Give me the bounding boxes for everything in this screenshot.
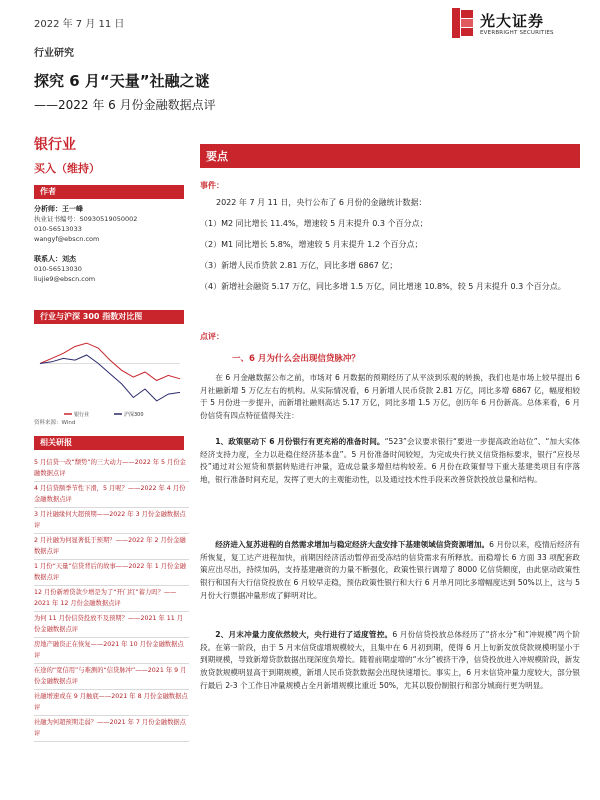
question-heading: 一、6 月为什么会出现信贷脉冲？ (232, 354, 360, 364)
related-report-item[interactable]: 2 月社融为何显著低于预期？——2022 年 2 月份金融数据点评 (34, 534, 189, 560)
event-label: 事件： (200, 181, 224, 190)
chart-series-line-1 (40, 343, 180, 380)
report-title: 探究 6 月“天量”社融之谜 (34, 72, 210, 90)
comment-label: 点评： (200, 332, 224, 341)
license-number: 执业证书编号：S0930519050002 (34, 215, 138, 223)
related-section-header: 相关研报 (34, 436, 184, 450)
paragraph-intro: 在 6 月金融数据公布之前，市场对 6 月数据的预期经历了从平淡到乐观的转换，我们也是市场上较早提出 6 月社融新增 5 万亿左右的机构。从实际情况看，6 月新增人民币贷款 2.81 万亿，同比多增 6867 亿，幅度相较于 5 月份进一步提升，而新增社融则高达 5.17 万亿，同比多增 1.5 万亿，创历年 6 月份新高。总体来看，6 月份信贷有四点特征值得关注： (200, 373, 580, 421)
everbright-logo-icon (452, 8, 474, 38)
report-subtitle: ——2022 年 6 月份金融数据点评 (34, 98, 216, 112)
logo-english: EVERBRIGHT SECURITIES (480, 30, 554, 36)
related-report-item[interactable]: 为何 11 月份信贷投放不及预期？——2021 年 11 月份金融数据点评 (34, 612, 189, 638)
analyst-name: 分析师：王一峰 (34, 205, 83, 213)
related-reports-list (34, 456, 189, 742)
event-item-4: （4）新增社会融资 5.17 万亿，同比多增 1.5 万亿，同比增速 10.8%，较 5 月末提升 0.3 个百分点。 (200, 282, 566, 291)
related-report-item[interactable]: 3 月社融缘何大超预期——2022 年 3 月份金融数据点评 (34, 508, 189, 534)
related-report-item[interactable]: 在途的“宽信用”与难测的“信贷脉冲”——2021 年 9 月份金融数据点评 (34, 664, 189, 690)
related-report-item[interactable]: 房地产融资正在恢复——2021 年 10 月份金融数据点评 (34, 638, 189, 664)
contact-name: 联系人：刘杰 (34, 255, 76, 263)
paragraph-policy-text: “523”会议要求银行“要进一步提高政治站位”、“加大实体经济支持力度，全力以赴稳住经济基本盘”。5 月份准备时间较短，为完成央行狭义信贷指标要求，银行“应投尽投”通过对公短贷和票据转贴进行冲量，造成总量多增但结构较差。6 月份在政策督导下重大基建类项目有序落地，银行准备时间充足，发挥了更大的主观能动性，以及通过技术性手段来改善贷款投放总量和结构。 (200, 437, 580, 485)
related-report-item[interactable]: 5 月信贷一改“颓势”的三大动力——2022 年 5 月份金融数据点评 (34, 456, 189, 482)
comparison-chart (34, 330, 186, 420)
sector-name: 银行业 (34, 137, 76, 153)
related-report-item[interactable]: 社融为何超预期走弱？——2021 年 7 月份金融数据点评 (34, 716, 189, 742)
chart-section-header: 行业与沪深 300 指数对比图 (34, 310, 184, 324)
rating: 买入（维持） (34, 162, 100, 175)
chart-legend-label: 银行业 (74, 412, 90, 418)
logo-name: 光大证券 (480, 12, 545, 30)
key-points-header (200, 144, 580, 168)
author-section-header: 作者 (34, 185, 184, 199)
report-date: 2022 年 7 月 11 日 (34, 19, 125, 30)
related-report-item[interactable]: 1 月份“天量”信贷背后的故事——2022 年 1 月份金融数据点评 (34, 560, 189, 586)
analyst-email[interactable]: wangyf@ebscn.com (34, 235, 100, 243)
author-info (34, 204, 186, 284)
event-item-3: （3）新增人民币贷款 2.81 万亿，同比多增 6867 亿； (200, 261, 398, 270)
paragraph-policy-heading: 1、政策驱动下 6 月份银行有更充裕的准备时间。 (215, 437, 385, 446)
related-report-item[interactable]: 4 月信贷额季节性下滑，5 月呢？——2022 年 4 月份金融数据点评 (34, 482, 189, 508)
paragraph-demand (200, 539, 580, 603)
event-item-1: （1）M2 同比增长 11.4%，增速较 5 月末提升 0.3 个百分点； (200, 219, 428, 228)
analyst-phone: 010-56513033 (34, 225, 82, 233)
related-report-item[interactable]: 12 月份新增贷款少增是为了“开门红”蓄力吗？——2021 年 12 月份金融数据点评 (34, 586, 189, 612)
chart-legend-label: 沪深300 (124, 412, 144, 418)
related-report-item[interactable]: 社融增速或在 9 月触底——2021 年 8 月份金融数据点评 (34, 690, 189, 716)
paragraph-month-end-heading: 2、月末冲量力度依然较大，央行进行了适度管控。 (215, 630, 393, 639)
comparison-chart-svg (34, 330, 186, 420)
paragraph-demand-heading: 经济进入复苏进程的自然需求增加与稳定经济大盘安排下基建领域信贷资源增加。 (215, 540, 490, 549)
logo (452, 8, 582, 44)
event-intro: 2022 年 7 月 11 日，央行公布了 6 月份的金融统计数据： (216, 198, 427, 207)
paragraph-month-end-text: 6 月份信贷投放总体经历了“挤水分”和“冲规模”两个阶段。在第一阶段，由于 5 月末信贷虚增规模较大，且集中在 6 月初到期，使得 6 月上旬新发放贷款规模明显小于到期规模，导致新增贷款数据出现深度负增长。随着前期虚增的“水分”被挤干净，信贷投放进入冲规模阶段，新发放贷款规模明显高于到期规模，新增人民币贷款数据会出现快速增长。事实上，6 月末信贷冲量力度较大，部分银行最后 2-3 个工作日冲量规模占全月新增规模比重近 50%，尤其以股份制银行和部分城商行更为明显。 (200, 630, 581, 690)
paragraph-demand-text: 6 月份以来，疫情后经济有所恢复，复工达产进程加快，前期因经济活动暂停而受冻结的信贷需求有所释放。而稳增长 6 方面 33 项配套政策应出尽出，持续加码，支持基建融资的力量不断强化，政策性银行调增了 8000 亿信贷额度，由此驱动政策性银行和国有大行信贷投放在 6 月较早走稳，预估政策性银行和大行 6 月单月同比多增幅度达到 50%以上，这与 5 月份大行票据冲量形成了鲜明对比。 (200, 540, 580, 600)
paragraph-policy (200, 436, 580, 487)
chart-source: 资料来源：Wind (34, 420, 76, 426)
event-item-2: （2）M1 同比增长 5.8%，增速较 5 月末提升 1.2 个百分点； (200, 240, 423, 249)
paragraph-month-end (200, 629, 580, 693)
report-category: 行业研究 (34, 48, 74, 59)
chart-series-line-2 (40, 355, 180, 401)
contact-email[interactable]: liujie9@ebscn.com (34, 275, 96, 283)
contact-phone: 010-56513030 (34, 265, 82, 273)
key-points-title: 要点 (206, 150, 228, 163)
